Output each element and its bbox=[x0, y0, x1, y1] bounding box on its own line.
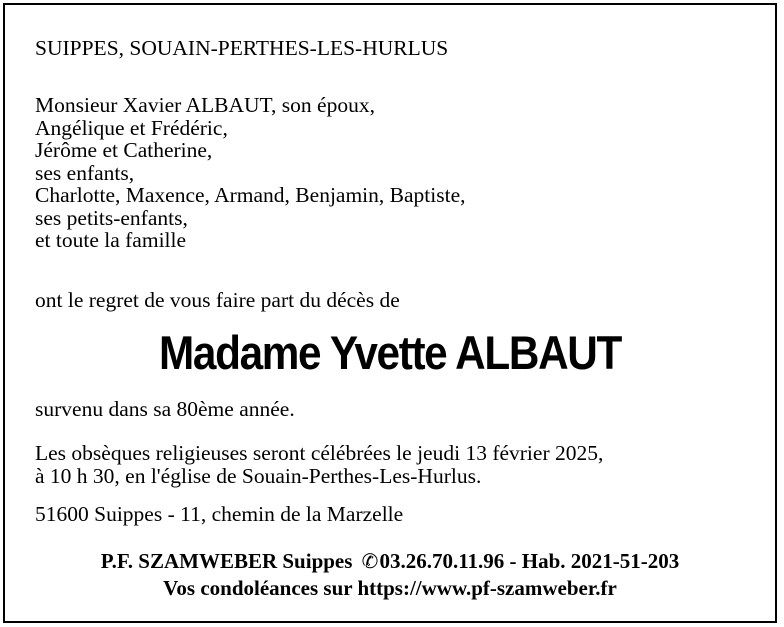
family-line: Charlotte, Maxence, Armand, Benjamin, Baptiste, bbox=[35, 183, 466, 207]
funeral-line: Les obsèques religieuses seront célébrées le jeudi 13 février 2025, bbox=[35, 441, 604, 465]
age-statement bbox=[35, 398, 755, 421]
family-line: Monsieur Xavier ALBAUT, son époux, bbox=[35, 93, 375, 117]
address-text: 51600 Suippes - 11, chemin de la Marzelle bbox=[35, 502, 404, 526]
funeral-details bbox=[35, 442, 755, 487]
phone-and-license: 03.26.70.11.96 - Hab. 2021-51-203 bbox=[379, 549, 680, 573]
family-line: Angélique et Frédéric, bbox=[35, 115, 228, 140]
family-line: ses enfants, bbox=[35, 160, 135, 185]
funeral-line: à 10 h 30, en l'église de Souain-Perthes-Les-Hurlus. bbox=[35, 463, 482, 488]
family-line: et toute la famille bbox=[35, 228, 187, 252]
address bbox=[35, 503, 755, 526]
regret-text: ont le regret de vous faire part du décès de bbox=[35, 288, 400, 312]
deceased-name: Madame Yvette ALBAUT bbox=[159, 326, 621, 379]
condolences-line: Vos condoléances sur https://www.pf-szamweber.fr bbox=[163, 576, 617, 600]
locations-text: SUIPPES, SOUAIN-PERTHES-LES-HURLUS bbox=[35, 36, 449, 60]
phone-icon: ✆ bbox=[361, 551, 379, 573]
funeral-home-footer bbox=[5, 548, 775, 601]
regret-statement bbox=[35, 289, 755, 312]
obituary-notice bbox=[3, 3, 777, 623]
funeral-home-name: P.F. SZAMWEBER Suippes bbox=[100, 549, 353, 573]
locations-header bbox=[35, 37, 755, 60]
family-line: Jérôme et Catherine, bbox=[35, 138, 213, 162]
family-list bbox=[35, 94, 755, 252]
funeral-home-contact bbox=[5, 548, 775, 575]
family-line: ses petits-enfants, bbox=[35, 205, 188, 230]
age-text: survenu dans sa 80ème année. bbox=[35, 397, 295, 421]
